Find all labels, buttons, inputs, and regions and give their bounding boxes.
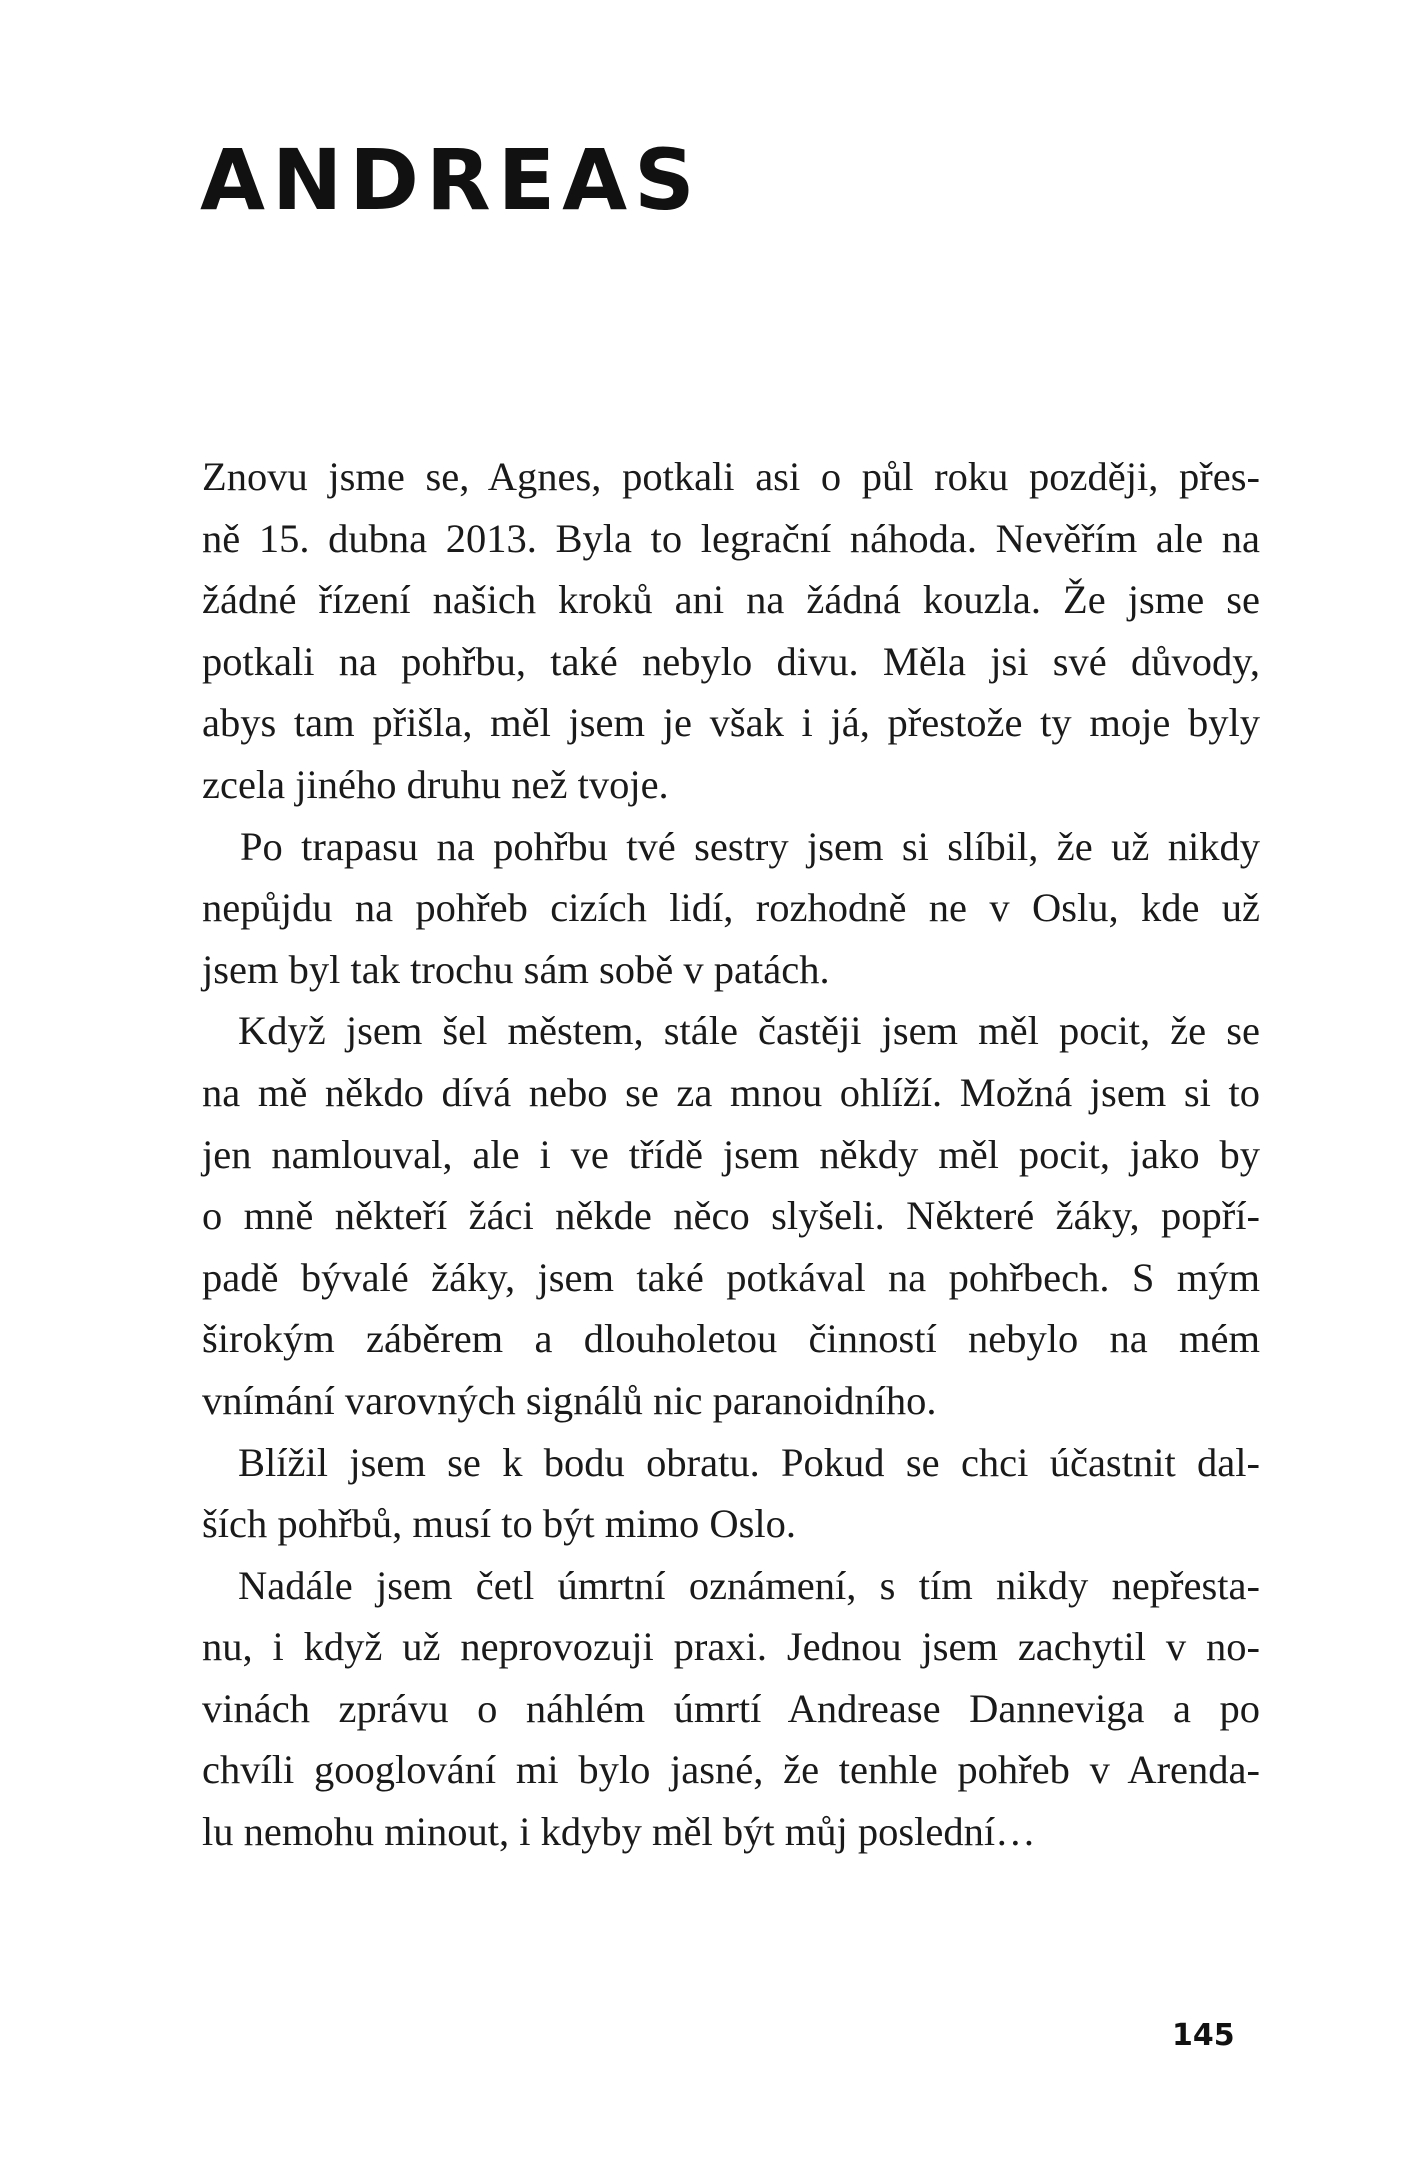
text-line: Po trapasu na pohřbu tvé sestry jsem si slíbil, že už nikdy [240, 823, 1260, 869]
text-line: padě bývalé žáky, jsem také potkával na pohřbech. S mým [202, 1254, 1260, 1300]
text-line: na mě někdo dívá nebo se za mnou ohlíží. Možná jsem si to [202, 1069, 1260, 1115]
text-line: Znovu jsme se, Agnes, potkali asi o půl roku později, přes- [202, 454, 1260, 499]
text-line: potkali na pohřbu, také nebylo divu. Měla jsi své důvody, [202, 638, 1260, 684]
text-line: jsem byl tak trochu sám sobě v patách. [202, 946, 830, 992]
text-line: Blížil jsem se k bodu obratu. Pokud se chci účastnit dal- [238, 1439, 1260, 1485]
text-line: vinách zprávu o náhlém úmrtí Andrease Danneviga a po [202, 1685, 1260, 1731]
text-line: zcela jiného druhu než tvoje. [202, 761, 669, 807]
paragraph-5 [202, 1555, 1260, 1863]
text-line: ně 15. dubna 2013. Byla to legrační náhoda. Nevěřím ale na [202, 515, 1260, 561]
page-number: 145 [1172, 2018, 1235, 2053]
text-line: o mně někteří žáci někde něco slyšeli. Některé žáky, popří- [202, 1193, 1260, 1239]
text-line: abys tam přišla, měl jsem je však i já, přestože ty moje byly [202, 700, 1260, 746]
body-text [202, 446, 1260, 1863]
text-line: chvíli googlování mi bylo jasné, že tenhle pohřeb v Arenda- [202, 1747, 1260, 1793]
paragraph-4 [202, 1432, 1260, 1555]
text-line: Nadále jsem četl úmrtní oznámení, s tím nikdy nepřesta- [238, 1562, 1260, 1608]
text-line: ších pohřbů, musí to být mimo Oslo. [202, 1501, 797, 1547]
text-line: jen namlouval, ale i ve třídě jsem někdy měl pocit, jako by [202, 1131, 1260, 1177]
text-line: širokým záběrem a dlouholetou činností nebylo na mém [202, 1316, 1260, 1362]
paragraph-1 [202, 446, 1260, 816]
text-line: žádné řízení našich kroků ani na žádná kouzla. Že jsme se [202, 577, 1260, 623]
text-line: Když jsem šel městem, stále častěji jsem měl pocit, že se [238, 1008, 1260, 1054]
chapter-title: ANDREAS [200, 131, 702, 229]
text-line: lu nemohu minout, i kdyby měl být můj poslední… [202, 1809, 1036, 1855]
paragraph-3 [202, 1000, 1260, 1431]
text-line: nu, i když už neprovozuji praxi. Jednou jsem zachytil v no- [202, 1624, 1260, 1670]
text-line: vnímání varovných signálů nic paranoidního. [202, 1377, 937, 1423]
paragraph-2 [202, 816, 1260, 1001]
text-line: nepůjdu na pohřeb cizích lidí, rozhodně ne v Oslu, kde už [202, 885, 1260, 931]
